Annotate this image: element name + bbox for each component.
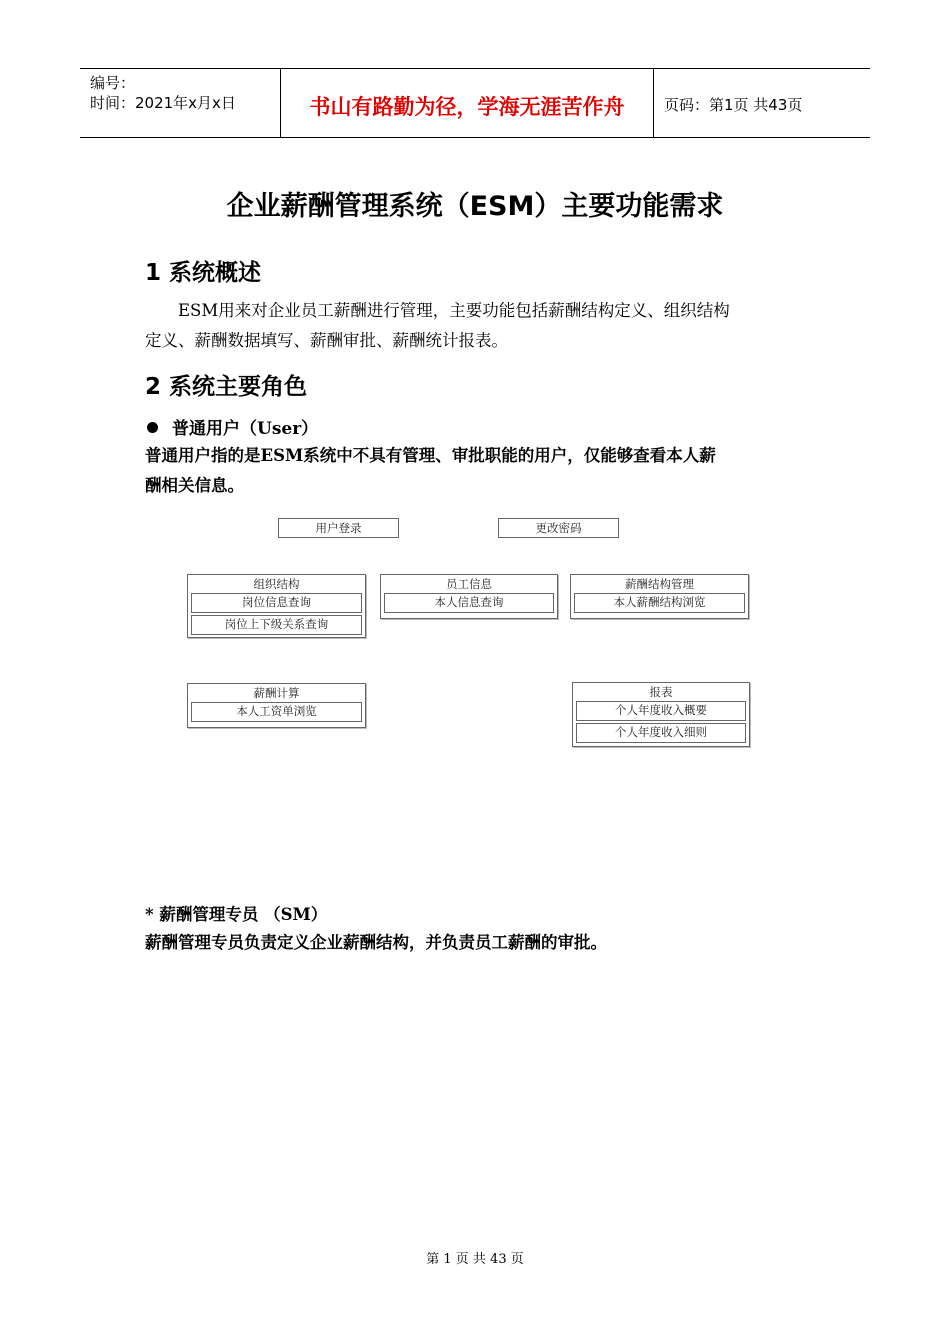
number-label: 编号： bbox=[90, 74, 136, 92]
change-password-box: 更改密码 bbox=[498, 518, 619, 538]
user-desc-line2: 酬相关信息。 bbox=[145, 476, 244, 495]
salary-calc-group bbox=[187, 683, 366, 728]
employee-item-self-query: 本人信息查询 bbox=[384, 593, 554, 613]
page-footer: 第 1 页 共 43 页 bbox=[426, 1252, 524, 1267]
user-desc-line1: 普通用户指的是ESM系统中不具有管理、审批职能的用户，仅能够查看本人薪 bbox=[145, 446, 716, 465]
header-cell-page bbox=[654, 69, 870, 137]
salary-calc-item-payslip: 本人工资单浏览 bbox=[191, 702, 362, 722]
org-item-position-query: 岗位信息查询 bbox=[191, 593, 362, 613]
employee-info-title: 员工信息 bbox=[446, 577, 492, 591]
section1-para-line1: ESM用来对企业员工薪酬进行管理，主要功能包括薪酬结构定义、组织结构 bbox=[178, 301, 730, 320]
salary-structure-group bbox=[570, 574, 749, 619]
salary-calc-title: 薪酬计算 bbox=[253, 686, 300, 700]
user-bullet-label: 普通用户（User） bbox=[172, 419, 319, 439]
org-structure-title: 组织结构 bbox=[253, 577, 300, 591]
bullet-dot-icon bbox=[147, 422, 158, 433]
org-structure-group bbox=[187, 574, 366, 638]
page-label: 页码：第1页 共43页 bbox=[664, 96, 803, 114]
motto-text: 书山有路勤为径，学海无涯苦作舟 bbox=[309, 95, 625, 119]
section1-para-line2: 定义、薪酬数据填写、薪酬审批、薪酬统计报表。 bbox=[145, 331, 508, 350]
user-bullet bbox=[147, 414, 318, 439]
header-cell-info bbox=[80, 69, 281, 137]
report-title: 报表 bbox=[649, 685, 673, 699]
section1-heading: 1 系统概述 bbox=[145, 260, 262, 286]
document-title: 企业薪酬管理系统（ESM）主要功能需求 bbox=[226, 191, 724, 222]
header-cell-motto bbox=[281, 69, 654, 137]
report-item-detail: 个人年度收入细则 bbox=[576, 723, 746, 743]
employee-info-group bbox=[380, 574, 558, 619]
report-group bbox=[572, 682, 750, 747]
salary-structure-title: 薪酬结构管理 bbox=[625, 577, 694, 591]
report-item-summary: 个人年度收入概要 bbox=[576, 701, 746, 721]
sm-bullet: * 薪酬管理专员 （SM） bbox=[145, 905, 328, 924]
salary-structure-item-browse: 本人薪酬结构浏览 bbox=[574, 593, 745, 613]
time-label: 时间：2021年x月x日 bbox=[90, 94, 236, 112]
login-box: 用户登录 bbox=[278, 518, 399, 538]
section2-heading: 2 系统主要角色 bbox=[145, 374, 308, 400]
org-item-hierarchy-query: 岗位上下级关系查询 bbox=[191, 615, 362, 635]
sm-desc: 薪酬管理专员负责定义企业薪酬结构，并负责员工薪酬的审批。 bbox=[145, 933, 607, 952]
document-header bbox=[80, 68, 870, 138]
